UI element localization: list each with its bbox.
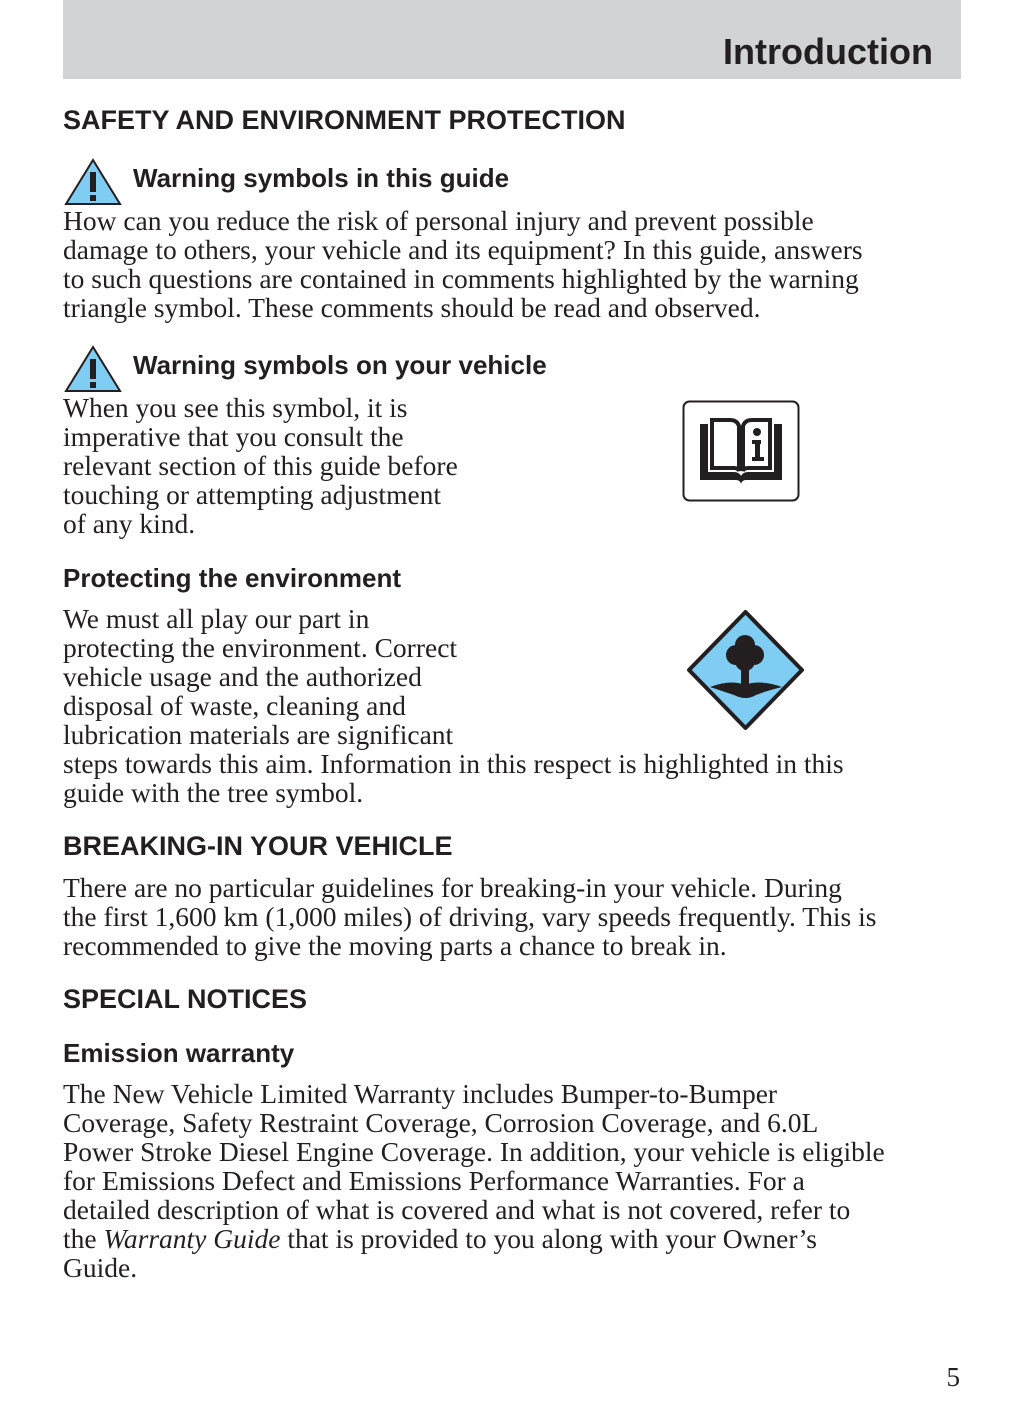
warranty-guide-title: Warranty Guide	[103, 1223, 281, 1254]
owners-manual-info-icon	[682, 400, 800, 502]
text-line: Power Stroke Diesel Engine Coverage. In addition, your vehicle is eligible	[63, 1136, 885, 1167]
text-line: guide with the tree symbol.	[63, 777, 364, 808]
page-title: Introduction	[723, 31, 933, 72]
paragraph-emission-warranty	[63, 1079, 885, 1282]
text-line: There are no particular guidelines for breaking-in your vehicle. During	[63, 872, 842, 903]
text-line: steps towards this aim. Information in this respect is highlighted in this	[63, 748, 844, 779]
text-line: of any kind.	[63, 508, 196, 539]
text-line: damage to others, your vehicle and its equipment? In this guide, answers	[63, 234, 863, 265]
subheading-emission-warranty: Emission warranty	[63, 1038, 295, 1068]
section-heading-special-notices: SPECIAL NOTICES	[63, 984, 308, 1014]
text-line: The New Vehicle Limited Warranty includes Bumper-to-Bumper	[63, 1078, 778, 1109]
subheading-protecting-environment: Protecting the environment	[63, 563, 402, 593]
text-line: How can you reduce the risk of personal injury and prevent possible	[63, 205, 814, 236]
page-number: 5	[946, 1362, 960, 1392]
text-line: for Emissions Defect and Emissions Performance Warranties. For a	[63, 1165, 805, 1196]
paragraph-warning-symbols-guide	[63, 206, 863, 322]
tree-environment-icon	[686, 609, 805, 731]
paragraph-breaking-in	[63, 873, 876, 960]
text-line: relevant section of this guide before	[63, 450, 458, 481]
text-line: to such questions are contained in comments highlighted by the warning	[63, 263, 859, 294]
section-heading-safety: SAFETY AND ENVIRONMENT PROTECTION	[63, 105, 626, 135]
text-line: When you see this symbol, it is	[63, 392, 408, 423]
text-line: lubrication materials are significant	[63, 719, 454, 750]
text-line: disposal of waste, cleaning and	[63, 690, 406, 721]
text-line: Guide.	[63, 1252, 138, 1283]
text-line: detailed description of what is covered and what is not covered, refer to	[63, 1194, 851, 1225]
text-fragment: that is provided to you along with your Owner’s	[280, 1223, 817, 1254]
text-line: vehicle usage and the authorized	[63, 661, 422, 692]
text-line: We must all play our part in	[63, 603, 370, 634]
warning-triangle-icon	[64, 158, 122, 206]
text-line-warranty-guide	[63, 1224, 885, 1253]
text-line: Coverage, Safety Restraint Coverage, Corrosion Coverage, and 6.0L	[63, 1107, 819, 1138]
header-bar	[63, 0, 961, 79]
warning-triangle-icon	[64, 345, 122, 393]
text-line: imperative that you consult the	[63, 421, 404, 452]
subheading-warning-symbols-guide: Warning symbols in this guide	[133, 163, 510, 193]
text-fragment: the	[63, 1223, 104, 1254]
subheading-warning-symbols-vehicle: Warning symbols on your vehicle	[133, 350, 547, 380]
text-line: recommended to give the moving parts a chance to break in.	[63, 930, 727, 961]
text-line: the first 1,600 km (1,000 miles) of driving, vary speeds frequently. This is	[63, 901, 877, 932]
section-heading-breaking-in: BREAKING-IN YOUR VEHICLE	[63, 831, 453, 861]
paragraph-warning-symbols-vehicle	[63, 393, 458, 538]
text-line: protecting the environment. Correct	[63, 632, 458, 663]
text-line: touching or attempting adjustment	[63, 479, 442, 510]
text-line: triangle symbol. These comments should be read and observed.	[63, 292, 761, 323]
